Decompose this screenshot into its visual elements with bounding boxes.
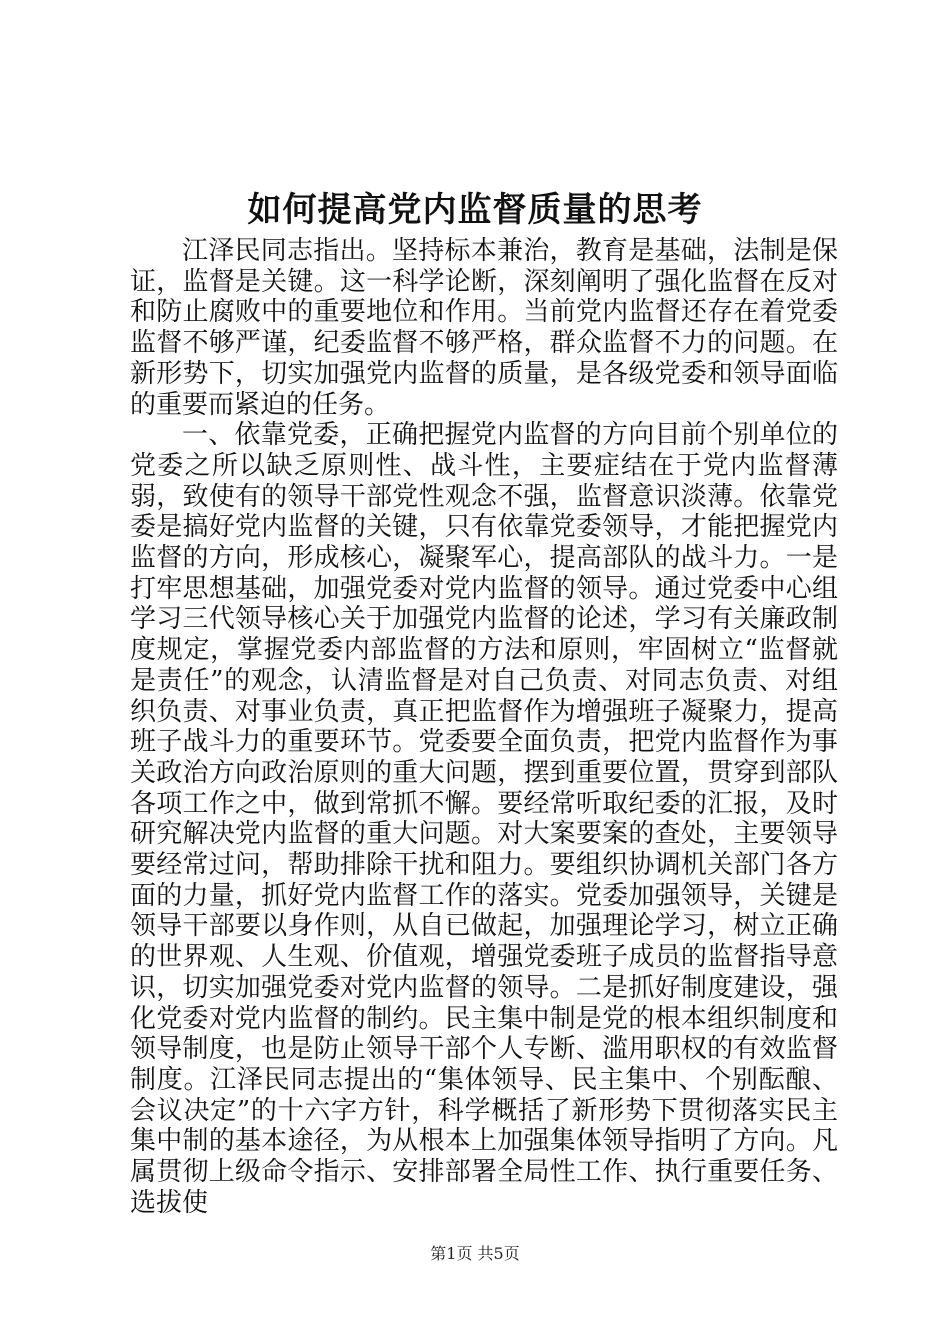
document-title: 如何提高党内监督质量的思考 [247,190,703,230]
paragraph-intro: 江泽民同志指出。坚持标本兼治，教育是基础，法制是保证，监督是关键。这一科学论断，深刻阐明了强化监督在反对和防止腐败中的重要地位和作用。当前党内监督还存在着党委监督不够严谨，纪委监督不够严格，群众监督不力的问题。在新形势下，切实加强党内监督的质量，是各级党委和领导面临的重要而紧迫的任务。 [130,236,838,420]
document-body [130,236,838,1219]
page-number-footer: 第1页 共5页 [430,1244,520,1263]
paragraph-section-one: 一、依靠党委，正确把握党内监督的方向目前个别单位的党委之所以缺乏原则性、战斗性，主要症结在于党内监督薄弱，致使有的领导干部党性观念不强，监督意识淡薄。依靠党委是搞好党内监督的关键，只有依靠党委领导，才能把握党内监督的方向，形成核心，凝聚军心，提高部队的战斗力。一是打牢思想基础，加强党委对党内监督的领导。通过党委中心组学习三代领导核心关于加强党内监督的论述，学习有关廉政制度规定，掌握党委内部监督的方法和原则，牢固树立“监督就是责任”的观念，认清监督是对自己负责、对同志负责、对组织负责、对事业负责，真正把监督作为增强班子凝聚力，提高班子战斗力的重要环节。党委要全面负责，把党内监督作为事关政治方向政治原则的重大问题，摆到重要位置，贯穿到部队各项工作之中，做到常抓不懈。要经常听取纪委的汇报，及时研究解决党内监督的重大问题。对大案要案的查处，主要领导要经常过问，帮助排除干扰和阻力。要组织协调机关部门各方面的力量，抓好党内监督工作的落实。党委加强领导，关键是领导干部要以身作则，从自已做起，加强理论学习，树立正确的世界观、人生观、价值观，增强党委班子成员的监督指导意识，切实加强党委对党内监督的领导。二是抓好制度建设，强化党委对党内监督的制约。民主集中制是党的根本组织制度和领导制度，也是防止领导干部个人专断、滥用职权的有效监督制度。江泽民同志提出的“集体领导、民主集中、个别酝酿、会议决定”的十六字方针，科学概括了新形势下贯彻落实民主集中制的基本途径，为从根本上加强集体领导指明了方向。凡属贯彻上级命令指示、安排部署全局性工作、执行重要任务、选拔使 [130,420,838,1218]
